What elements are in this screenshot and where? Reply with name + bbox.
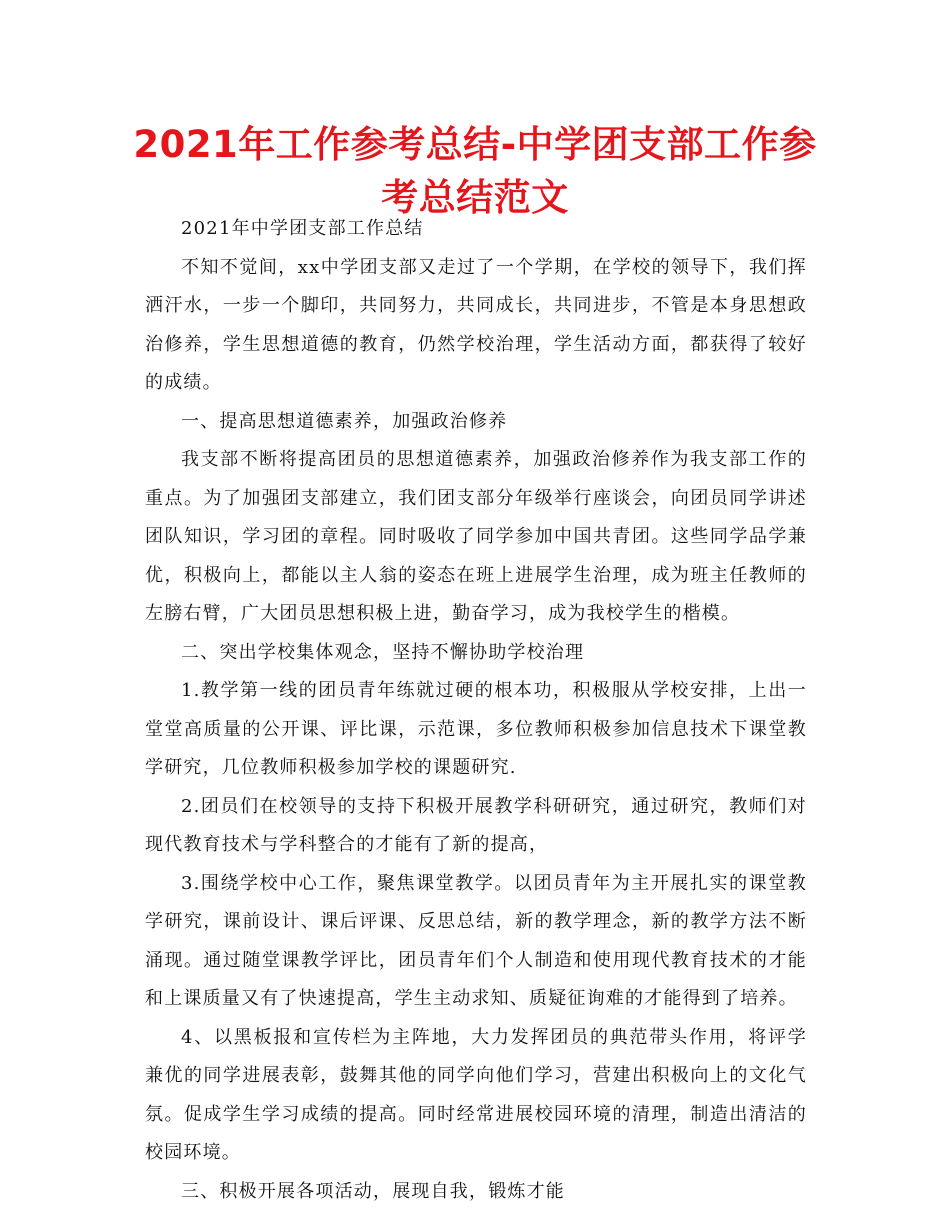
subtitle-paragraph: 2021年中学团支部工作总结: [181, 218, 424, 239]
section-1-paragraph: 我支部不断将提高团员的思想道德素养，加强政治修养作为我支部工作的重点。为了加强团支部建立，我们团支部分年级举行座谈会，向团员同学讲述团队知识，学习团的章程。同时吸收了同学参加中国共青团。这些同学品学兼优，积极向上，都能以主人翁的姿态在班上进展学生治理，成为班主任教师的左膀右臂，广大团员思想积极上进，勤奋学习，成为我校学生的楷模。: [145, 449, 807, 624]
section-heading-2: 二、突出学校集体观念，坚持不懈协助学校治理: [181, 641, 585, 663]
intro-paragraph: 不知不觉间，xx中学团支部又走过了一个学期，在学校的领导下，我们挥洒汗水，一步一个脚印，共同努力，共同成长，共同进步，不管是本身思想政治修养，学生思想道德的教育，仍然学校治理，学生活动方面，都获得了较好的成绩。: [145, 256, 807, 393]
section-2-item-1: 1.教学第一线的团员青年练就过硬的根本功，积极服从学校安排，上出一堂堂高质量的公开课、评比课，示范课，多位教师积极参加信息技术下课堂教学研究，几位教师积极参加学校的课题研究.: [145, 680, 807, 778]
document-body: [145, 210, 807, 1211]
section-2-item-4: 4、以黑板报和宣传栏为主阵地，大力发挥团员的典范带头作用，将评学兼优的同学进展表彰，鼓舞其他的同学向他们学习，营建出积极向上的文化气氛。促成学生学习成绩的提高。同时经常进展校园环境的清理，制造出清洁的校园环境。: [145, 1026, 807, 1163]
section-2-item-2: 2.团员们在校领导的支持下积极开展教学科研研究，通过研究，教师们对现代教育技术与学科整合的才能有了新的提高，: [145, 795, 807, 855]
section-heading-3: 三、积极开展各项活动，展现自我，锻炼才能: [181, 1180, 565, 1202]
document-title: 2021年工作参考总结-中学团支部工作参考总结范文: [133, 123, 817, 219]
section-heading-1: 一、提高思想道德素养，加强政治修养: [181, 410, 508, 432]
section-2-item-3: 3.围绕学校中心工作，聚焦课堂教学。以团员青年为主开展扎实的课堂教学研究，课前设计、课后评课、反思总结，新的教学理念，新的教学方法不断涌现。通过随堂课教学评比，团员青年们个人制造和使用现代教育技术的才能和上课质量又有了快速提高，学生主动求知、质疑征询难的才能得到了培养。: [145, 872, 807, 1009]
